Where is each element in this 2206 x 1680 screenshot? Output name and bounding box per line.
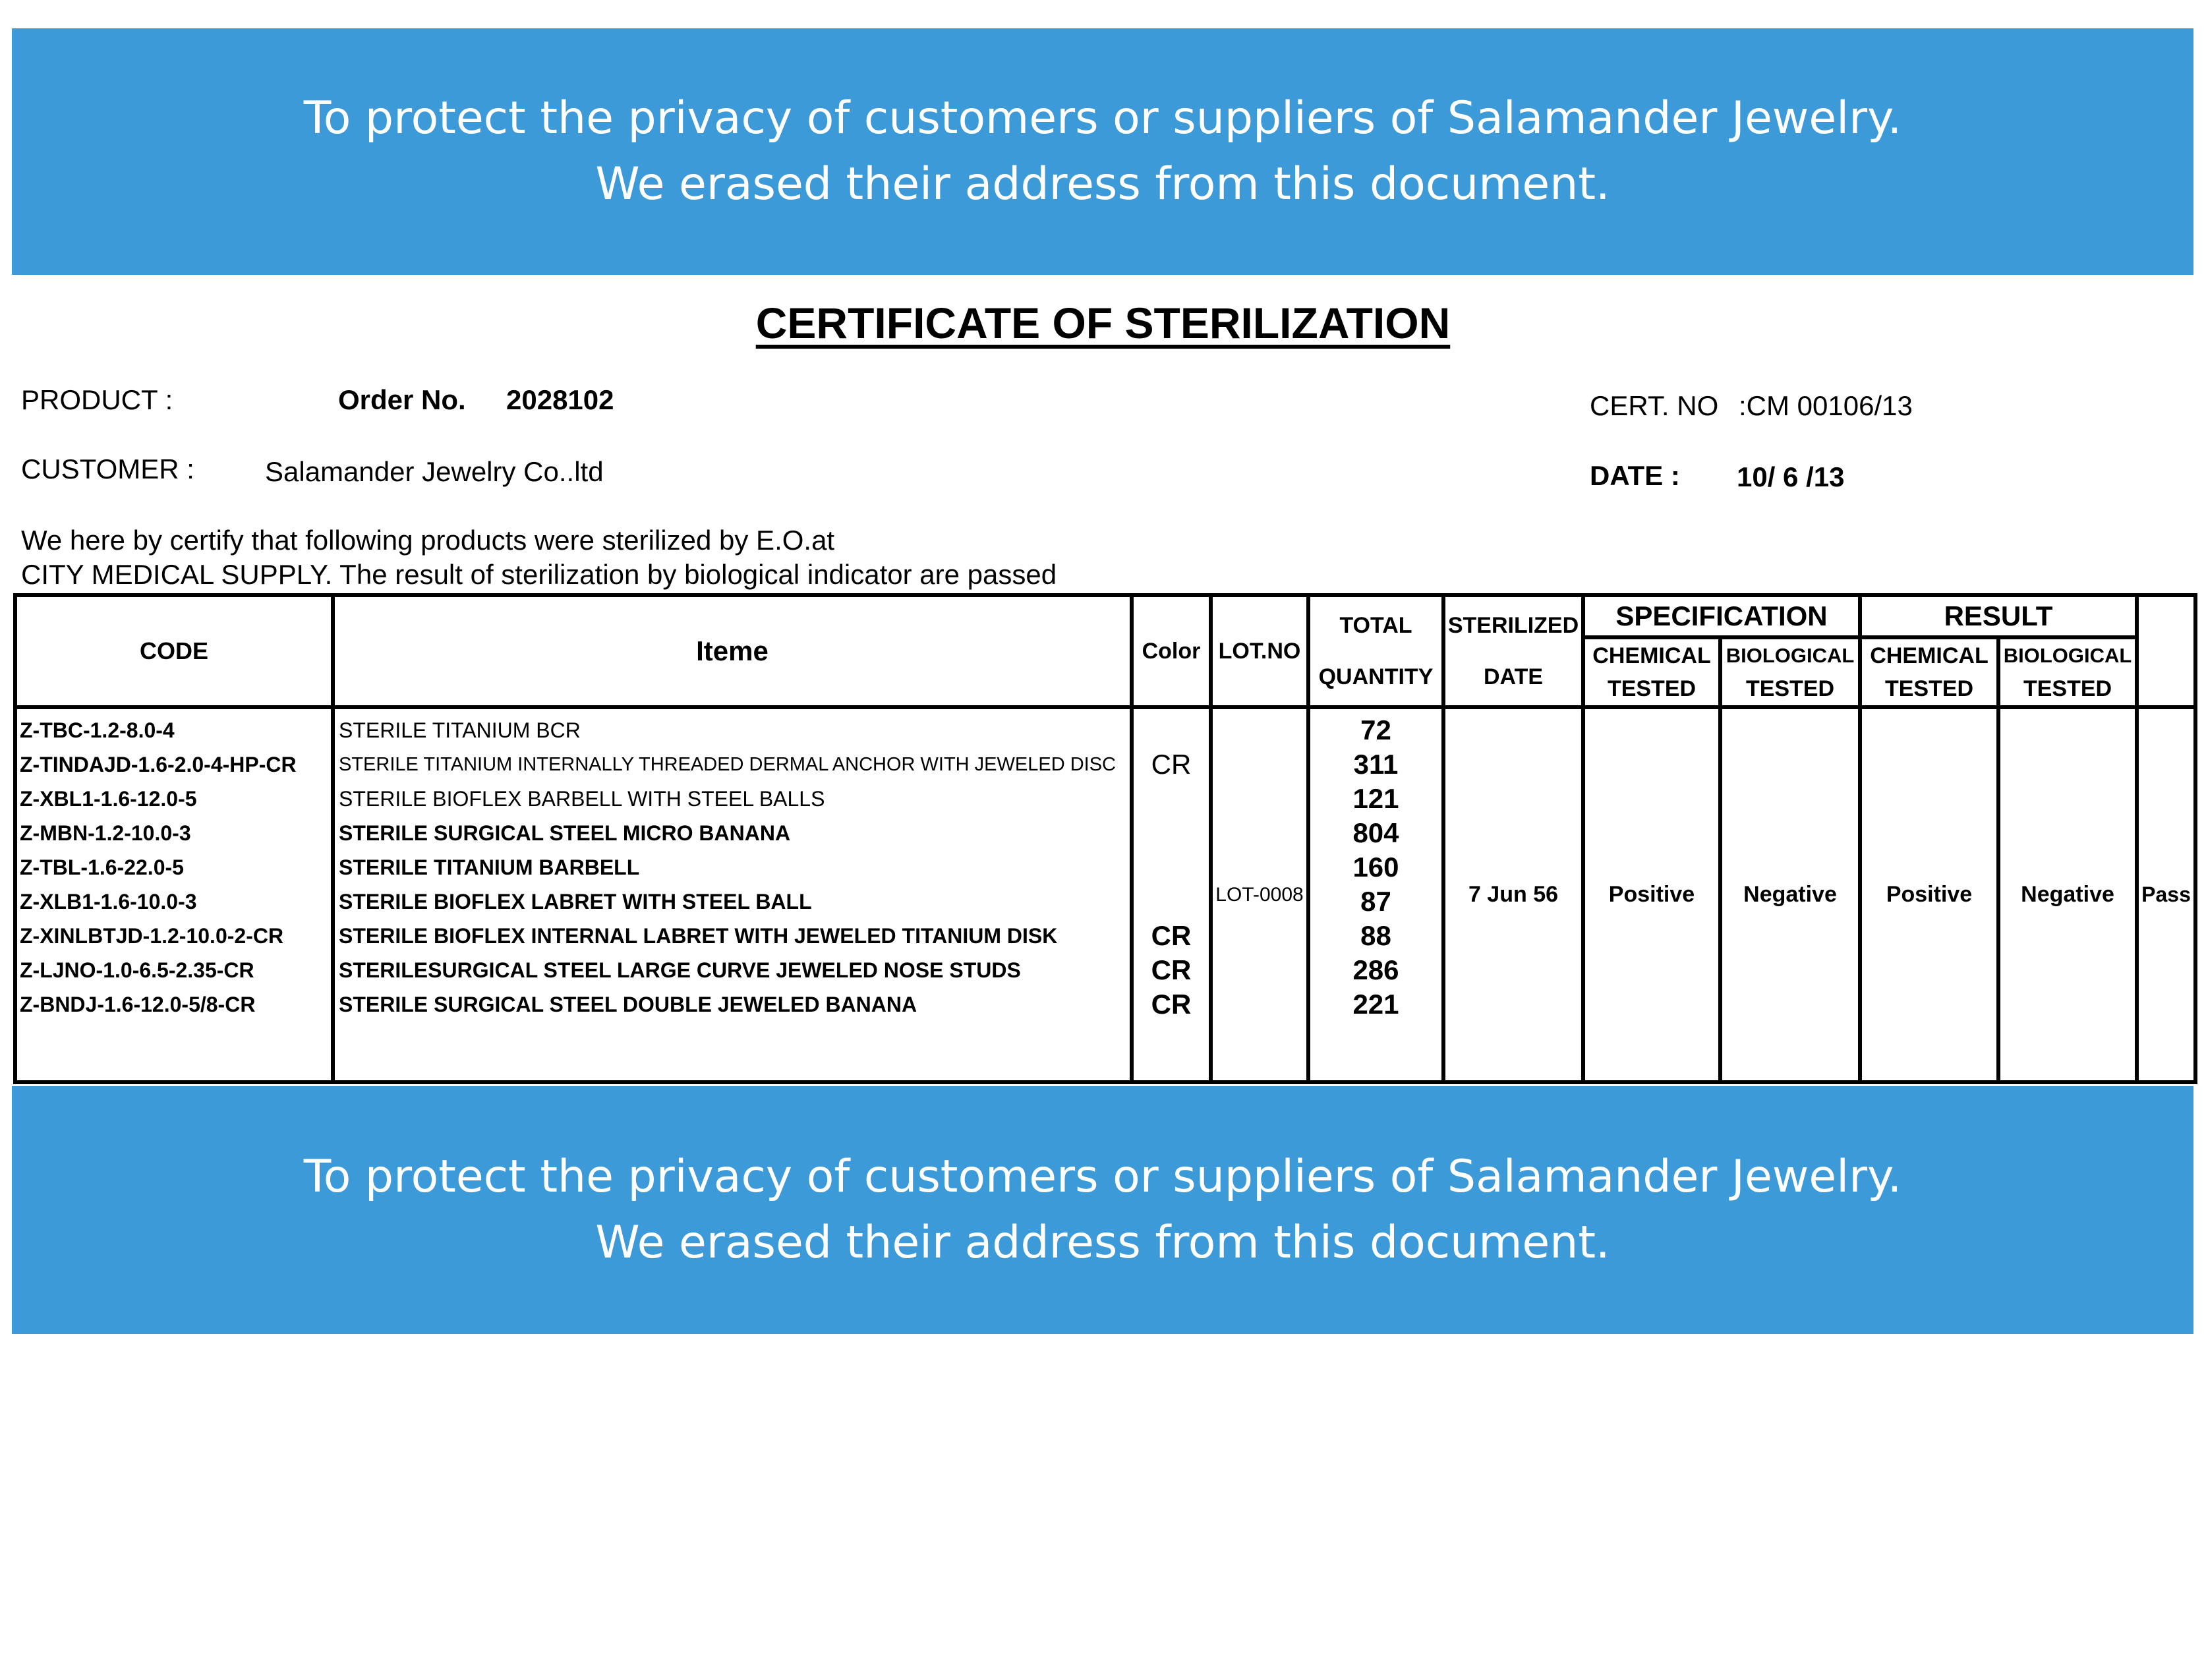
header-item: Iteme	[333, 595, 1132, 707]
code-cell: Z-XBL1-1.6-12.0-5	[20, 787, 197, 811]
code-cell: Z-TINDAJD-1.6-2.0-4-HP-CR	[20, 753, 297, 776]
privacy-banner-bottom	[12, 1086, 2193, 1334]
final-result: Pass	[2137, 707, 2195, 1082]
header-result-biological-tested: TESTED	[2023, 676, 2112, 701]
color-column	[1132, 707, 1211, 1082]
quantity-cell: 286	[1352, 954, 1399, 985]
code-cell: Z-XINLBTJD-1.2-10.0-2-CR	[20, 924, 284, 948]
color-cell	[1134, 850, 1209, 884]
color-cell: CR	[1151, 920, 1192, 951]
header-result-chemical-label: CHEMICAL	[1870, 643, 1988, 668]
color-cell	[1134, 782, 1209, 816]
cert-number: :CM 00106/13	[1739, 390, 1913, 421]
item-cell: STERILESURGICAL STEEL LARGE CURVE JEWELED NOSE STUDS	[339, 958, 1021, 982]
item-cell: STERILE TITANIUM INTERNALLY THREADED DERMAL ANCHOR WITH JEWELED DISC	[339, 754, 1116, 775]
spec-biological-value: Negative	[1720, 707, 1860, 1082]
privacy-banner-top-line1: To protect the privacy of customers or suppliers of Salamander Jewelry.	[303, 92, 1902, 144]
order-label: Order No.	[338, 384, 466, 415]
color-cell: CR	[1151, 989, 1192, 1020]
code-column	[15, 707, 333, 1082]
result-biological-value: Negative	[1998, 707, 2137, 1082]
header-specification: SPECIFICATION	[1583, 595, 1860, 637]
header-sterilized-date	[1443, 595, 1583, 707]
header-spec-chemical-label: CHEMICAL	[1592, 643, 1711, 668]
spec-chemical-value: Positive	[1583, 707, 1720, 1082]
item-cell: STERILE BIOFLEX BARBELL WITH STEEL BALLS	[339, 787, 825, 811]
header-result-biological	[1998, 637, 2137, 707]
header-blank	[2137, 595, 2195, 707]
privacy-banner-bottom-line2: We erased their address from this document.	[595, 1217, 1610, 1269]
code-cell: Z-MBN-1.2-10.0-3	[20, 821, 191, 845]
privacy-banner-top-line2: We erased their address from this document.	[595, 158, 1610, 210]
header-lot: LOT.NO	[1211, 595, 1308, 707]
statement-line2: CITY MEDICAL SUPPLY. The result of sterilization by biological indicator are passed	[21, 559, 1057, 590]
header-code: CODE	[15, 595, 333, 707]
quantity-cell: 87	[1360, 886, 1391, 917]
code-cell: Z-TBC-1.2-8.0-4	[20, 718, 175, 742]
header-result-chemical	[1860, 637, 1998, 707]
item-cell: STERILE SURGICAL STEEL MICRO BANANA	[339, 821, 791, 845]
header-total-quantity	[1308, 595, 1443, 707]
order-number: 2028102	[506, 384, 614, 415]
quantity-cell: 88	[1360, 920, 1391, 951]
header-spec-biological-label: BIOLOGICAL	[1726, 644, 1855, 667]
quantity-cell: 121	[1352, 783, 1399, 814]
color-cell: CR	[1151, 749, 1192, 780]
header-result-chemical-tested: TESTED	[1884, 676, 1974, 701]
header-quantity: QUANTITY	[1318, 664, 1434, 689]
document-title: CERTIFICATE OF STERILIZATION	[755, 299, 1451, 347]
quantity-column	[1308, 707, 1443, 1082]
lot-number: LOT-0008	[1211, 707, 1308, 1082]
quantity-cell: 221	[1352, 989, 1399, 1020]
privacy-banner-top	[12, 28, 2193, 275]
code-cell: Z-TBL-1.6-22.0-5	[20, 855, 184, 879]
code-cell: Z-LJNO-1.0-6.5-2.35-CR	[20, 958, 254, 982]
quantity-cell: 72	[1360, 714, 1391, 745]
header-color: Color	[1132, 595, 1211, 707]
item-column	[333, 707, 1132, 1082]
code-cell: Z-XLB1-1.6-10.0-3	[20, 890, 197, 913]
date-label: DATE :	[1590, 460, 1680, 491]
item-cell: STERILE BIOFLEX LABRET WITH STEEL BALL	[339, 890, 812, 913]
sterilized-date: 7 Jun 56	[1443, 707, 1583, 1082]
header-spec-biological-tested: TESTED	[1745, 676, 1835, 701]
header-spec-chemical	[1583, 637, 1720, 707]
statement-line1: We here by certify that following products were sterilized by E.O.at	[21, 525, 835, 556]
privacy-banner-bottom-line1: To protect the privacy of customers or suppliers of Salamander Jewelry.	[303, 1151, 1902, 1203]
quantity-cell: 311	[1353, 749, 1399, 780]
color-cell	[1134, 816, 1209, 850]
header-spec-biological	[1720, 637, 1860, 707]
color-cell: CR	[1151, 954, 1192, 985]
date-value: 10/ 6 /13	[1737, 461, 1845, 492]
color-cell	[1134, 884, 1209, 919]
customer-name: Salamander Jewelry Co..ltd	[265, 456, 604, 487]
header-result: RESULT	[1860, 595, 2137, 637]
product-label: PRODUCT :	[21, 384, 173, 415]
item-cell: STERILE BIOFLEX INTERNAL LABRET WITH JEWELED TITANIUM DISK	[339, 924, 1058, 948]
code-cell: Z-BNDJ-1.6-12.0-5/8-CR	[20, 993, 256, 1016]
header-total: TOTAL	[1339, 613, 1412, 638]
cert-label: CERT. NO	[1590, 390, 1719, 421]
item-cell: STERILE TITANIUM BCR	[339, 718, 581, 742]
header-sterilized: STERILIZED	[1447, 613, 1579, 638]
sterilization-table	[13, 593, 2197, 1084]
item-cell: STERILE TITANIUM BARBELL	[339, 855, 640, 879]
result-chemical-value: Positive	[1860, 707, 1998, 1082]
color-cell	[1134, 713, 1209, 747]
header-date: DATE	[1483, 664, 1544, 689]
item-cell: STERILE SURGICAL STEEL DOUBLE JEWELED BANANA	[339, 993, 917, 1016]
header-result-biological-label: BIOLOGICAL	[2003, 644, 2132, 667]
quantity-cell: 160	[1352, 852, 1399, 883]
quantity-cell: 804	[1352, 817, 1399, 848]
header-spec-chemical-tested: TESTED	[1607, 676, 1697, 701]
customer-label: CUSTOMER :	[21, 453, 194, 484]
